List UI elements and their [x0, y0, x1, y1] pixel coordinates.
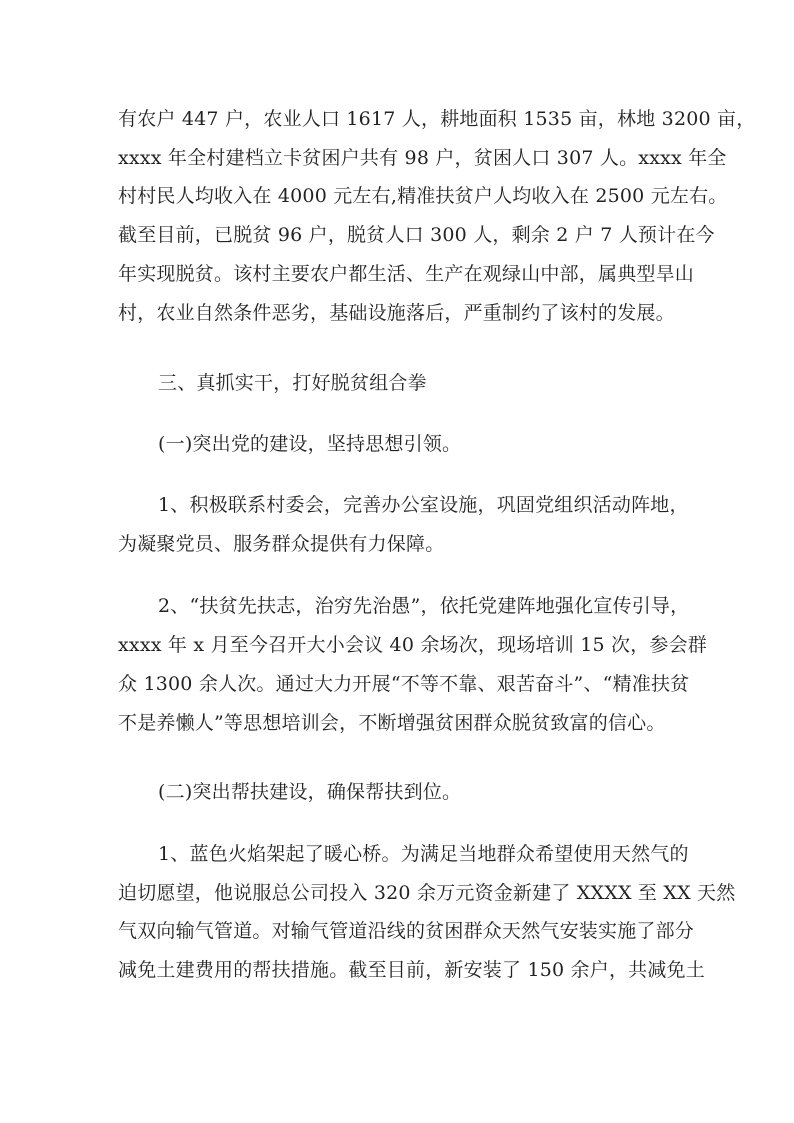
- item-2-line-1: 2、“扶贫先扶志，治穷先治愚”，依托党建阵地强化宣传引导，: [158, 595, 690, 617]
- item-2-line-2: xxxx 年 x 月至今召开大小会议 40 余场次，现场培训 15 次，参会群: [118, 634, 708, 656]
- paragraph-line-6: 村，农业自然条件恶劣，基础设施落后，严重制约了该村的发展。: [118, 302, 675, 324]
- item-2-line-3: 众 1300 余人次。通过大力开展“不等不靠、艰苦奋斗”、“精准扶贫: [118, 673, 690, 695]
- paragraph-line-3: 村村民人均收入在 4000 元左右,精准扶贫户人均收入在 2500 元左右。: [118, 185, 728, 207]
- item-3-line-2: 迫切愿望，他说服总公司投入 320 余万元资金新建了 XXXX 至 XX 天然: [118, 882, 736, 904]
- subsection-heading-2: (二)突出帮扶建设，确保帮扶到位。: [158, 781, 462, 803]
- paragraph-line-2: xxxx 年全村建档立卡贫困户共有 98 户，贫困人口 307 人。xxxx 年全: [118, 147, 727, 169]
- item-3-line-4: 减免土建费用的帮扶措施。截至目前，新安装了 150 余户，共减免土: [118, 959, 705, 981]
- paragraph-line-5: 年实现脱贫。该村主要农户都生活、生产在观绿山中部，属典型旱山: [118, 263, 695, 285]
- paragraph-line-4: 截至目前，已脱贫 96 户，脱贫人口 300 人，剩余 2 户 7 人预计在今: [118, 224, 715, 246]
- item-2-line-4: 不是养懒人”等思想培训会，不断增强贫困群众脱贫致富的信心。: [118, 712, 666, 734]
- item-1-line-1: 1、积极联系村委会，完善办公室设施，巩固党组织活动阵地，: [158, 494, 689, 516]
- subsection-heading-1: (一)突出党的建设，坚持思想引领。: [158, 433, 462, 455]
- item-3-line-3: 气双向输气管道。对输气管道沿线的贫困群众天然气安装实施了部分: [118, 920, 695, 942]
- section-heading: 三、真抓实干，打好脱贫组合拳: [158, 372, 427, 394]
- item-1-line-2: 为凝聚党员、服务群众提供有力保障。: [118, 533, 445, 555]
- item-3-line-1: 1、蓝色火焰架起了暖心桥。为满足当地群众希望使用天然气的: [158, 843, 689, 865]
- paragraph-line-1: 有农户 447 户，农业人口 1617 人，耕地面积 1535 亩，林地 3200 亩，: [118, 108, 756, 130]
